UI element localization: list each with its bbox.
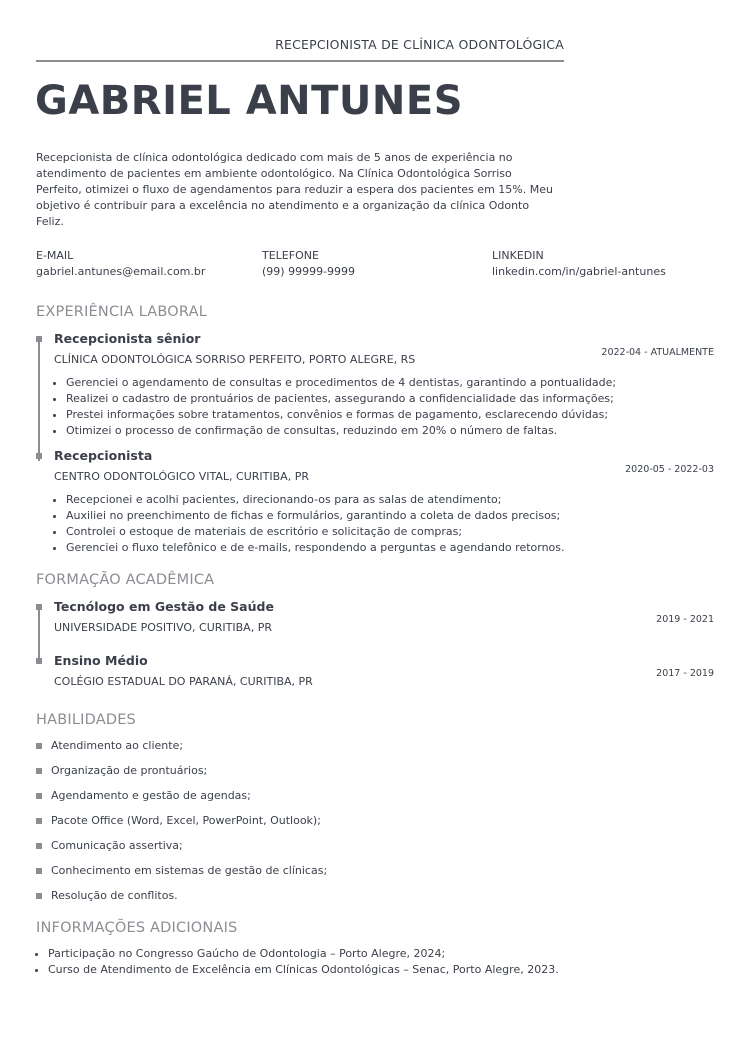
experience-role: Recepcionista sênior xyxy=(54,331,201,346)
contact-linkedin-value: linkedin.com/in/gabriel-antunes xyxy=(492,265,666,278)
contact-phone-label: TELEFONE xyxy=(262,249,319,262)
square-bullet-icon xyxy=(36,843,42,849)
timeline-marker xyxy=(36,658,42,664)
experience-dates: 2022-04 - ATUALMENTE xyxy=(601,347,714,358)
square-bullet-icon xyxy=(36,868,42,874)
education-degree: Tecnólogo em Gestão de Saúde xyxy=(54,599,274,614)
education-school: UNIVERSIDADE POSITIVO, CURITIBA, PR xyxy=(54,621,272,634)
list-item: • Otimizei o processo de confirmação de consultas, reduzindo em 20% o número de faltas. xyxy=(66,423,666,439)
list-item: • Participação no Congresso Gaúcho de Odontologia – Porto Alegre, 2024; xyxy=(48,946,559,962)
square-bullet-icon xyxy=(36,743,42,749)
contact-email-value: gabriel.antunes@email.com.br xyxy=(36,265,206,278)
experience-org: CLÍNICA ODONTOLÓGICA SORRISO PERFEITO, PORTO ALEGRE, RS xyxy=(54,353,416,366)
square-bullet-icon xyxy=(36,793,42,799)
contact-email-label: E-MAIL xyxy=(36,249,74,262)
education-section-title: FORMAÇÃO ACADÊMICA xyxy=(36,572,215,588)
list-item xyxy=(36,838,327,863)
experience-entry xyxy=(36,448,716,558)
square-bullet-icon xyxy=(36,768,42,774)
experience-dates: 2020-05 - 2022-03 xyxy=(625,464,714,475)
contact-phone-value: (99) 99999-9999 xyxy=(262,265,356,278)
candidate-name: GABRIEL ANTUNES xyxy=(35,78,464,124)
experience-section-title: EXPERIÊNCIA LABORAL xyxy=(36,304,208,320)
list-item: • Controlei o estoque de materiais de escritório e solicitação de compras; xyxy=(66,524,666,540)
experience-org: CENTRO ODONTOLÓGICO VITAL, CURITIBA, PR xyxy=(54,470,309,483)
experience-bullets xyxy=(54,375,666,439)
education-dates: 2019 - 2021 xyxy=(656,614,714,625)
contact-linkedin xyxy=(492,248,666,280)
list-item xyxy=(36,813,327,838)
list-item xyxy=(36,888,327,913)
list-item xyxy=(36,738,327,763)
additional-list xyxy=(36,946,559,978)
skill-text: Organização de prontuários; xyxy=(51,764,208,777)
list-item xyxy=(36,788,327,813)
timeline-line xyxy=(38,339,40,461)
additional-section-title: INFORMAÇÕES ADICIONAIS xyxy=(36,920,238,936)
experience-entry xyxy=(36,331,716,451)
list-item: • Realizei o cadastro de prontuários de pacientes, assegurando a confidencialidade das informações; xyxy=(66,391,666,407)
contact-phone xyxy=(262,248,355,280)
skills-list xyxy=(36,738,327,913)
skill-text: Agendamento e gestão de agendas; xyxy=(51,789,251,802)
list-item xyxy=(36,763,327,788)
education-school: COLÉGIO ESTADUAL DO PARANÁ, CURITIBA, PR xyxy=(54,675,313,688)
skill-text: Atendimento ao cliente; xyxy=(51,739,184,752)
list-item: • Prestei informações sobre tratamentos, convênios e formas de pagamento, esclarecendo dúvidas; xyxy=(66,407,666,423)
list-item: • Curso de Atendimento de Excelência em Clínicas Odontológicas – Senac, Porto Alegre, 2023. xyxy=(48,962,559,978)
contact-linkedin-label: LINKEDIN xyxy=(492,249,544,262)
timeline-marker xyxy=(36,453,42,459)
list-item: • Recepcionei e acolhi pacientes, direcionando-os para as salas de atendimento; xyxy=(66,492,666,508)
education-degree: Ensino Médio xyxy=(54,653,148,668)
job-title: RECEPCIONISTA DE CLÍNICA ODONTOLÓGICA xyxy=(275,37,564,52)
list-item xyxy=(36,863,327,888)
experience-bullets xyxy=(54,492,666,556)
list-item: • Gerenciei o agendamento de consultas e procedimentos de 4 dentistas, garantindo a pontualidade; xyxy=(66,375,666,391)
skill-text: Conhecimento em sistemas de gestão de clínicas; xyxy=(51,864,328,877)
list-item: • Gerenciei o fluxo telefônico e de e-mails, respondendo a perguntas e agendando retornos. xyxy=(66,540,666,556)
education-entry xyxy=(36,599,716,649)
skill-text: Resolução de conflitos. xyxy=(51,889,178,902)
skill-text: Comunicação assertiva; xyxy=(51,839,183,852)
experience-role: Recepcionista xyxy=(54,448,153,463)
skills-section-title: HABILIDADES xyxy=(36,712,136,728)
skill-text: Pacote Office (Word, Excel, PowerPoint, Outlook); xyxy=(51,814,321,827)
square-bullet-icon xyxy=(36,893,42,899)
education-dates: 2017 - 2019 xyxy=(656,668,714,679)
header-divider xyxy=(36,60,564,62)
list-item: • Auxiliei no preenchimento de fichas e formulários, garantindo a coleta de dados precisos; xyxy=(66,508,666,524)
education-entry xyxy=(36,653,716,703)
square-bullet-icon xyxy=(36,818,42,824)
contact-email xyxy=(36,248,205,280)
professional-summary: Recepcionista de clínica odontológica dedicado com mais de 5 anos de experiência no atendimento de pacientes em ambiente odontológico. Na Clínica Odontológica Sorriso Perfeito, otimizei o fluxo de agendamentos para reduzir a espera dos pacientes em 15%. Meu objetivo é contribuir para a excelência no atendimento e a organização da clínica Odonto Feliz. xyxy=(36,151,553,228)
